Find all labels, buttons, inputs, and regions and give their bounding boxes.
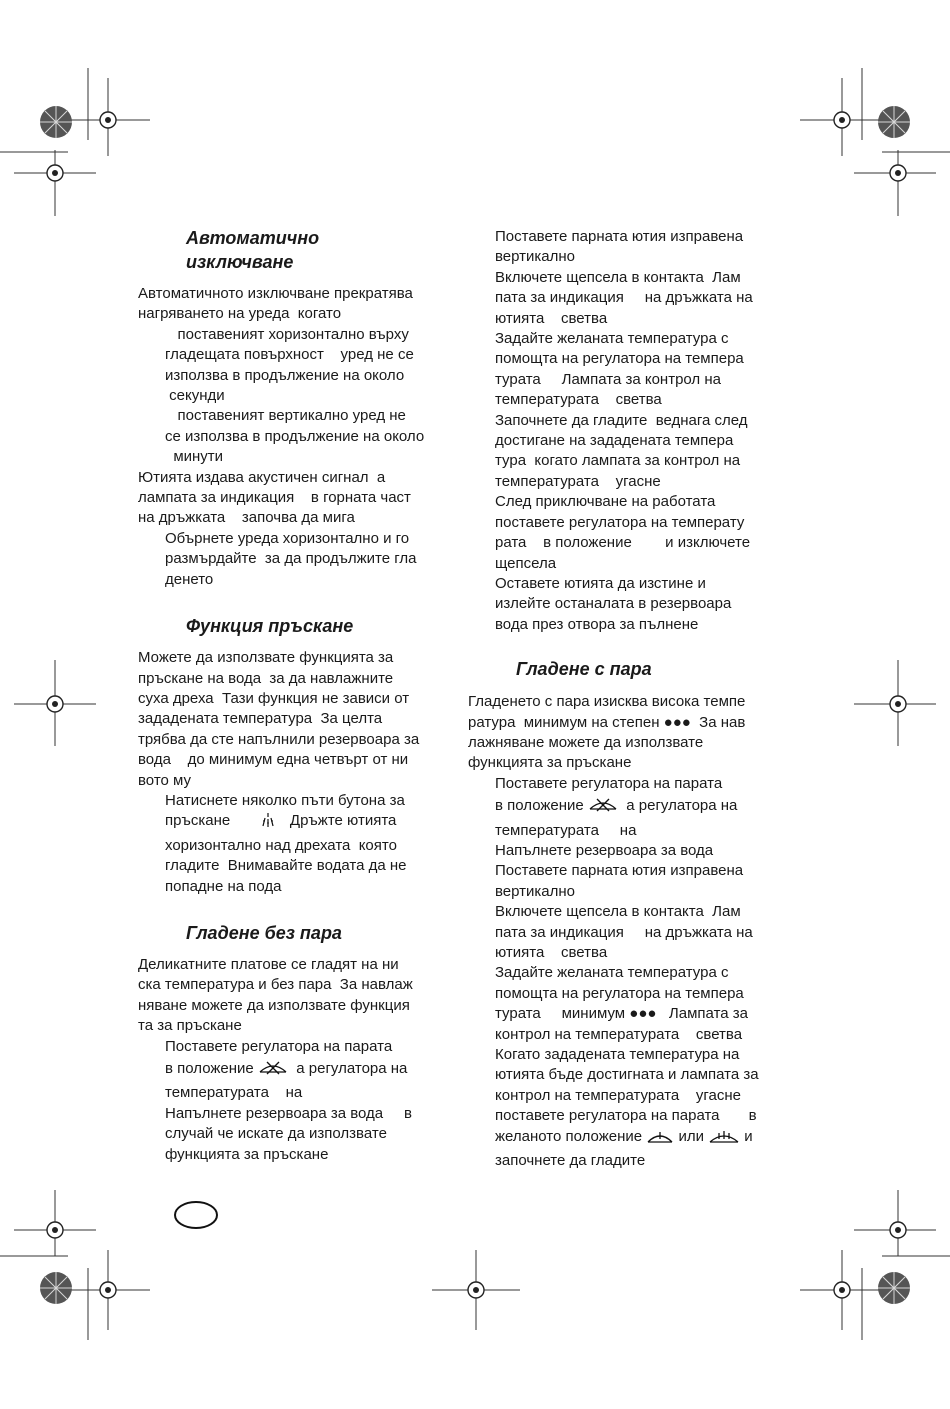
right-column <box>468 227 788 1171</box>
text-line: вода през отвора за пълнене <box>495 615 699 633</box>
text-line: денето <box>165 570 214 588</box>
text-line: вода до минимум една четвърт от ни <box>138 751 409 769</box>
left-column <box>138 226 458 1165</box>
text-line: Напълнете резервоара за вода <box>495 841 714 859</box>
text-line: лажняване можете да използвате <box>468 733 704 751</box>
low-steam-icon <box>646 1127 674 1151</box>
text-fragment: в положение <box>165 1060 254 1077</box>
text-line: вертикално <box>495 248 576 266</box>
text-line: температурата угасне <box>495 472 661 490</box>
text-line: температурата на <box>165 1084 303 1102</box>
text-line: турата минимум ●●● Лампата за <box>495 1005 749 1023</box>
text-line: Поставете парната ютия изправена <box>495 862 744 880</box>
text-line <box>468 794 788 820</box>
text-line: та за пръскане <box>138 1017 242 1035</box>
text-line: Обърнете уреда хоризонтално и го <box>165 529 410 547</box>
text-line: тура когато лампата за контрол на <box>495 452 741 470</box>
text-line: трябва да сте напълнили резервоара за <box>138 730 420 748</box>
text-line: зададената температура За целта <box>138 710 383 728</box>
section-body-spray <box>138 648 458 897</box>
text-line: поставете регулатора на температу <box>495 513 745 531</box>
text-line: Можете да използвате функцията за <box>138 649 394 667</box>
text-line <box>138 1057 458 1083</box>
text-line: попадне на пода <box>165 877 282 895</box>
text-line: ратура минимум на степен ●●● За нав <box>468 713 746 731</box>
text-fragment: и <box>744 1127 753 1145</box>
text-line <box>468 1127 788 1151</box>
text-line: размърдайте за да продължите гла <box>165 550 417 568</box>
text-line: минути <box>165 448 224 466</box>
heading-line: Гладене с пара <box>516 659 652 680</box>
text-line: достигане на зададената темпера <box>495 432 734 450</box>
text-line: гладещата повърхност уред не се <box>165 346 414 364</box>
section-body-steam <box>468 692 788 1171</box>
text-line: Започнете да гладите веднага след <box>495 411 748 429</box>
language-code-oval <box>175 1202 217 1228</box>
text-line: се използва в продължение на около <box>165 427 425 445</box>
text-fragment: а регулатора на <box>296 1060 408 1077</box>
text-line: ютията светва <box>495 944 608 961</box>
text-line: започнете да гладите <box>495 1152 646 1170</box>
text-fragment: Дръжте ютията <box>289 812 397 830</box>
text-line: Деликатните платове се гладят на ни <box>138 955 399 973</box>
text-line: Оставете ютията да изстине и <box>495 574 706 592</box>
text-line: Включете щепсела в контакта Лам <box>495 903 741 921</box>
text-line: температурата светва <box>495 391 662 409</box>
text-line: помощта на регулатора на темпера <box>495 350 744 368</box>
text-line: контрол на температурата угасне <box>495 1086 742 1104</box>
text-line: поставете регулатора на парата в <box>495 1107 757 1125</box>
text-line: рата в положение и изключете <box>495 534 751 552</box>
section-heading-no-steam <box>138 921 458 945</box>
text-line: случай че искате да използвате <box>165 1125 387 1143</box>
text-fragment: желаното положение <box>495 1127 643 1145</box>
text-line: След приключване на работата <box>495 493 716 511</box>
text-line: турата Лампата за контрол на <box>495 370 721 388</box>
section-heading-spray <box>138 614 458 638</box>
heading-line: Функция пръскане <box>186 616 354 637</box>
text-fragment: пръскане <box>165 812 231 830</box>
text-line: ютията светва <box>495 309 608 327</box>
text-line: поставеният вертикално уред не <box>165 407 406 425</box>
text-line: вертикално <box>495 882 576 900</box>
text-line: хоризонтално над дрехата която <box>165 836 397 854</box>
text-line: използва в продължение на около <box>165 366 405 384</box>
text-line: секунди <box>165 387 225 405</box>
text-line: пата за индикация на дръжката на <box>495 923 753 941</box>
section-body-auto-off <box>138 284 458 590</box>
text-line: Поставете парната ютия изправена <box>495 228 744 245</box>
text-line: Поставете регулатора на парата <box>165 1037 393 1055</box>
text-line: вото му <box>138 771 192 789</box>
text-fragment: а регулатора на <box>626 797 738 815</box>
text-line: пата за индикация на дръжката на <box>495 289 753 307</box>
text-line: ютията бъде достигната и лампата за <box>495 1066 759 1084</box>
text-line: Включете щепсела в контакта Лам <box>495 268 741 286</box>
text-line: Напълнете резервоара за вода в <box>165 1104 412 1122</box>
text-line <box>138 811 458 835</box>
no-steam-icon <box>588 794 618 820</box>
text-line: контрол на температурата светва <box>495 1025 743 1043</box>
heading-line: Автоматично <box>186 228 320 248</box>
text-line: на дръжката започва да мига <box>138 509 355 527</box>
section-heading-auto-off <box>138 226 458 274</box>
text-line: лампата за индикация в горната част <box>138 489 411 507</box>
no-steam-icon <box>258 1057 288 1083</box>
text-line: гладите Внимавайте водата да не <box>165 857 407 875</box>
text-line: Задайте желаната температура с <box>495 964 729 982</box>
heading-line: Гладене без пара <box>186 922 342 943</box>
text-line: Поставете регулатора на парата <box>495 774 723 792</box>
text-line: ска температура и без пара За навлаж <box>138 976 413 994</box>
section-body-continued <box>468 227 788 635</box>
high-steam-icon <box>708 1127 740 1151</box>
text-line: поставеният хоризонтално върху <box>165 325 409 343</box>
text-line: Когато зададената температура на <box>495 1046 740 1064</box>
section-heading-steam <box>468 657 788 681</box>
text-line: суха дреха Тази функция не зависи от <box>138 689 410 707</box>
text-fragment: в положение <box>495 797 584 815</box>
spray-button-icon <box>259 811 277 835</box>
text-line: функцията за пръскане <box>165 1145 329 1163</box>
text-line: Натиснете няколко пъти бутона за <box>165 791 405 809</box>
text-fragment: или <box>678 1127 704 1145</box>
section-body-no-steam <box>138 955 458 1165</box>
text-line: пръскане на вода за да навлажните <box>138 669 394 687</box>
text-line: Автоматичното изключване прекратява <box>138 285 413 302</box>
text-line: помощта на регулатора на темпера <box>495 984 744 1002</box>
text-line: няване можете да използвате функция <box>138 996 410 1014</box>
text-line: Задайте желаната температура с <box>495 330 729 348</box>
text-line: нагряването на уреда когато <box>138 305 342 323</box>
text-line: щепсела <box>495 554 557 572</box>
text-line: Ютията издава акустичен сигнал а <box>138 468 386 486</box>
text-line: Гладенето с пара изисква висока темпе <box>468 693 746 711</box>
text-line: функцията за пръскане <box>468 754 632 772</box>
text-line: излейте останалата в резервоара <box>495 595 732 613</box>
heading-line: изключване <box>186 252 294 272</box>
text-line: температурата на <box>495 821 637 839</box>
